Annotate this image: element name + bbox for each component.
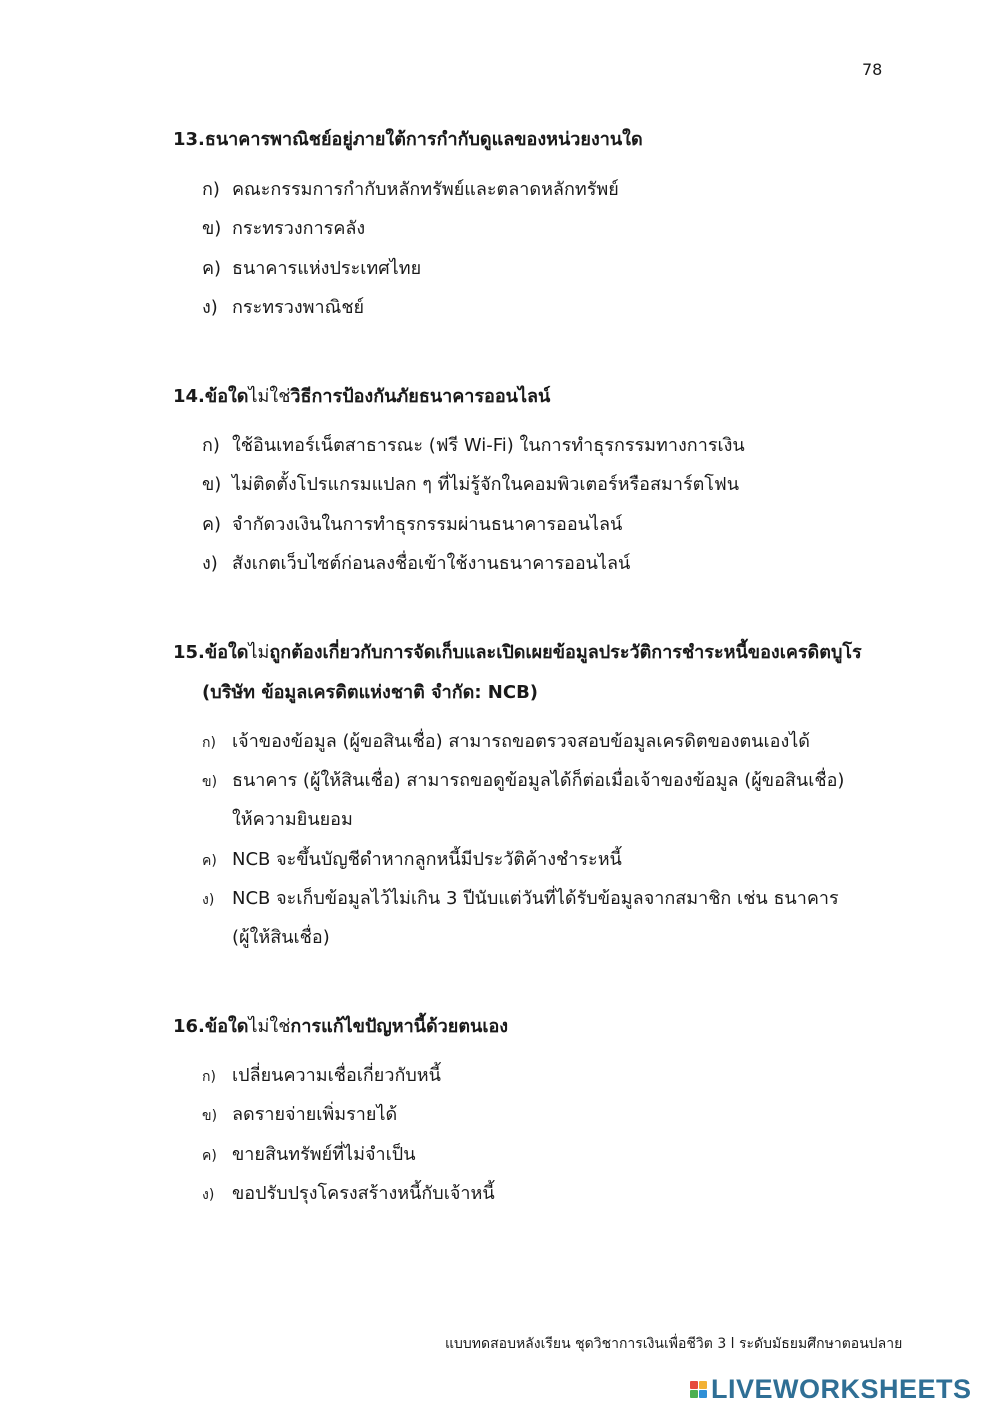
option-text: เปลี่ยนความเชื่อเกี่ยวกับหนี้	[232, 1065, 441, 1086]
option-text: ใช้อินเทอร์เน็ตสาธารณะ (ฟรี Wi-Fi) ในการทำธุรกรรมทางการเงิน	[232, 435, 745, 456]
logo-mark-icon	[690, 1381, 707, 1398]
question-text-bold-2: ถูกต้องเกี่ยวกับการจัดเก็บและเปิดเผยข้อมูลประวัติการชำระหนี้ของเครดิตบูโร	[269, 642, 862, 663]
option-label: ง)	[202, 297, 218, 318]
question-14-option-a[interactable]	[202, 430, 745, 459]
question-15-option-b-continuation: ให้ความยินยอม	[232, 809, 353, 830]
question-text-emphasis: ไม่	[248, 642, 270, 663]
liveworksheets-logo[interactable]	[690, 1374, 972, 1404]
option-label: ค)	[202, 1148, 217, 1164]
question-text-emphasis: ไม่ใช่	[248, 1016, 291, 1037]
question-13-option-c[interactable]	[202, 253, 421, 282]
question-13-option-a[interactable]	[202, 174, 619, 203]
question-14-option-c[interactable]	[202, 509, 622, 538]
question-16-option-b[interactable]	[202, 1099, 397, 1128]
page-number: 78	[862, 60, 883, 79]
option-text: เจ้าของข้อมูล (ผู้ขอสินเชื่อ) สามารถขอตรวจสอบข้อมูลเครดิตของตนเองได้	[232, 731, 810, 752]
option-text: สังเกตเว็บไซต์ก่อนลงชื่อเข้าใช้งานธนาคารออนไลน์	[232, 553, 631, 574]
option-text: กระทรวงการคลัง	[232, 218, 366, 239]
question-14-option-d[interactable]	[202, 548, 630, 577]
option-label: ข)	[202, 218, 222, 239]
option-text: NCB จะขึ้นบัญชีดำหากลูกหนี้มีประวัติค้างชำระหนี้	[232, 849, 622, 870]
question-13-option-b[interactable]	[202, 213, 365, 242]
option-label: ค)	[202, 853, 217, 869]
option-text: ลดรายจ่ายเพิ่มรายได้	[232, 1104, 398, 1125]
question-number: 13.	[173, 129, 205, 150]
question-16-option-c[interactable]	[202, 1139, 416, 1168]
option-label: ก)	[202, 435, 220, 456]
option-text: ขายสินทรัพย์ที่ไม่จำเป็น	[232, 1144, 416, 1165]
question-number: 14.	[173, 386, 205, 407]
question-number: 15.	[173, 642, 205, 663]
question-text-bold: ข้อใด	[204, 1016, 249, 1037]
question-15-title-line-2: (บริษัท ข้อมูลเครดิตแห่งชาติ จำกัด: NCB)	[202, 682, 539, 703]
option-label: ค)	[202, 514, 222, 535]
footer-text: แบบทดสอบหลังเรียน ชุดวิชาการเงินเพื่อชีวิต 3 l ระดับมัธยมศึกษาตอนปลาย	[445, 1336, 903, 1352]
option-label: ก)	[202, 1069, 216, 1085]
option-label: ค)	[202, 258, 222, 279]
option-text: กระทรวงพาณิชย์	[232, 297, 365, 318]
question-text-bold: ข้อใด	[204, 386, 249, 407]
question-text-bold: ข้อใด	[204, 642, 249, 663]
question-14-title	[173, 381, 550, 410]
option-text: ธนาคารแห่งประเทศไทย	[232, 258, 422, 279]
question-15-option-d-continuation: (ผู้ให้สินเชื่อ)	[232, 927, 330, 948]
logo-tile-blue	[699, 1390, 707, 1398]
option-label: ก)	[202, 179, 220, 200]
question-13-title	[173, 124, 643, 153]
option-label: ง)	[202, 553, 218, 574]
option-text: ธนาคาร (ผู้ให้สินเชื่อ) สามารถขอดูข้อมูลได้ก็ต่อเมื่อเจ้าของข้อมูล (ผู้ขอสินเชื่อ)	[232, 770, 845, 791]
option-text: ขอปรับปรุงโครงสร้างหนี้กับเจ้าหนี้	[232, 1183, 495, 1204]
option-text: คณะกรรมการกำกับหลักทรัพย์และตลาดหลักทรัพย์	[232, 179, 619, 200]
option-label: ข)	[202, 1108, 218, 1124]
logo-text: LIVEWORKSHEETS	[711, 1373, 972, 1404]
logo-tile-green	[690, 1390, 698, 1398]
option-label: ข)	[202, 474, 222, 495]
question-number: 16.	[173, 1016, 205, 1037]
question-text-bold-2: การแก้ไขปัญหานี้ด้วยตนเอง	[290, 1016, 509, 1037]
option-text: จำกัดวงเงินในการทำธุรกรรมผ่านธนาคารออนไลน์	[232, 514, 623, 535]
logo-tile-yellow	[699, 1381, 707, 1389]
question-text-emphasis: ไม่ใช่	[248, 386, 291, 407]
option-label: ง)	[202, 892, 215, 908]
option-label: ก)	[202, 735, 216, 751]
question-15-option-c[interactable]	[202, 844, 622, 873]
logo-tile-red	[690, 1381, 698, 1389]
question-15-title	[173, 637, 862, 666]
option-text: ไม่ติดตั้งโปรแกรมแปลก ๆ ที่ไม่รู้จักในคอมพิวเตอร์หรือสมาร์ตโฟน	[232, 474, 740, 495]
question-14-option-b[interactable]	[202, 469, 739, 498]
option-label: ข)	[202, 774, 218, 790]
question-16-title	[173, 1011, 508, 1040]
option-label: ง)	[202, 1187, 215, 1203]
question-16-option-a[interactable]	[202, 1060, 441, 1089]
question-16-option-d[interactable]	[202, 1178, 495, 1207]
question-text-bold-2: วิธีการป้องกันภัยธนาคารออนไลน์	[290, 386, 551, 407]
question-13-option-d[interactable]	[202, 292, 364, 321]
option-text: NCB จะเก็บข้อมูลไว้ไม่เกิน 3 ปีนับแต่วันที่ได้รับข้อมูลจากสมาชิก เช่น ธนาคาร	[232, 888, 839, 909]
question-15-option-a[interactable]	[202, 726, 810, 755]
question-15-option-b[interactable]	[202, 765, 844, 794]
question-text: ธนาคารพาณิชย์อยู่ภายใต้การกำกับดูแลของหน่วยงานใด	[204, 129, 643, 150]
question-15-option-d[interactable]	[202, 883, 839, 912]
